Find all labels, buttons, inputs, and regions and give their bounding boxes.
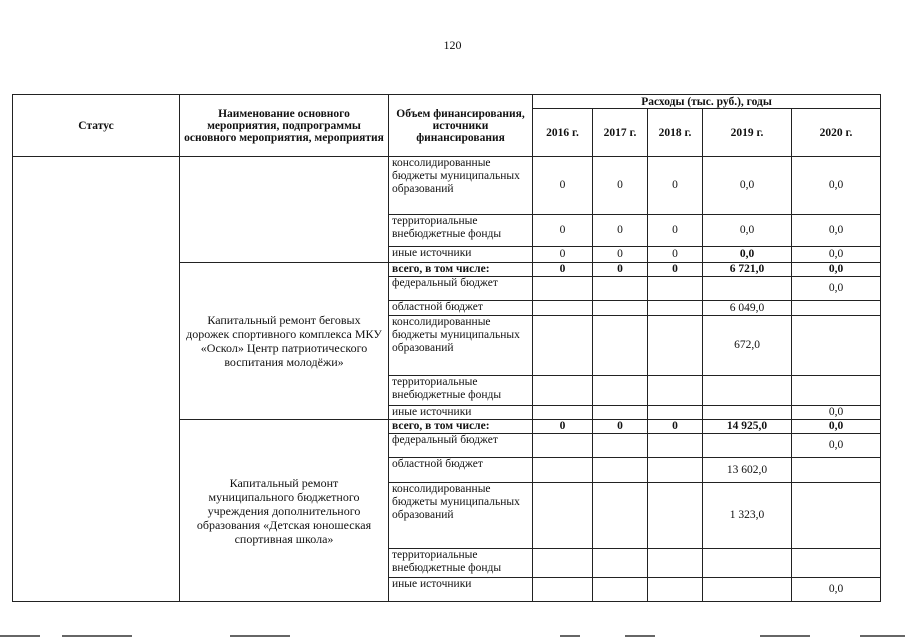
- value-cell: 0: [533, 263, 593, 277]
- value-cell: [593, 406, 648, 420]
- source-cell: всего, в том числе:: [389, 420, 533, 434]
- header-volume: Объем финансирования, источники финансирования: [389, 95, 533, 157]
- value-cell: [792, 376, 881, 406]
- value-cell: [792, 301, 881, 316]
- value-cell: [792, 458, 881, 483]
- header-status: Статус: [13, 95, 180, 157]
- value-cell: 0,0: [792, 406, 881, 420]
- value-cell: 0,0: [792, 277, 881, 301]
- value-cell: [593, 483, 648, 549]
- source-cell: областной бюджет: [389, 458, 533, 483]
- value-cell: [648, 458, 703, 483]
- source-cell: территориальные внебюджетные фонды: [389, 376, 533, 406]
- source-cell: консолидированные бюджеты муниципальных образований: [389, 157, 533, 215]
- value-cell: 0,0: [703, 247, 792, 263]
- source-cell: консолидированные бюджеты муниципальных образований: [389, 483, 533, 549]
- value-cell: [533, 301, 593, 316]
- value-cell: [648, 483, 703, 549]
- value-cell: 0: [648, 215, 703, 247]
- value-cell: 6 721,0: [703, 263, 792, 277]
- source-cell: территориальные внебюджетные фонды: [389, 549, 533, 578]
- value-cell: [593, 578, 648, 602]
- value-cell: 0: [648, 157, 703, 215]
- value-cell: 0: [648, 247, 703, 263]
- value-cell: [648, 277, 703, 301]
- value-cell: [593, 376, 648, 406]
- value-cell: [533, 458, 593, 483]
- source-cell: территориальные внебюджетные фонды: [389, 215, 533, 247]
- value-cell: [533, 434, 593, 458]
- header-year: 2018 г.: [648, 109, 703, 157]
- source-cell: федеральный бюджет: [389, 277, 533, 301]
- value-cell: [792, 316, 881, 376]
- value-cell: [703, 406, 792, 420]
- value-cell: [703, 434, 792, 458]
- value-cell: [533, 406, 593, 420]
- value-cell: 6 049,0: [703, 301, 792, 316]
- value-cell: 14 925,0: [703, 420, 792, 434]
- value-cell: [703, 277, 792, 301]
- value-cell: [593, 301, 648, 316]
- value-cell: [648, 406, 703, 420]
- source-cell: иные источники: [389, 247, 533, 263]
- value-cell: 0: [593, 247, 648, 263]
- source-cell: иные источники: [389, 578, 533, 602]
- value-cell: [533, 376, 593, 406]
- header-year: 2016 г.: [533, 109, 593, 157]
- value-cell: [792, 483, 881, 549]
- source-cell: федеральный бюджет: [389, 434, 533, 458]
- value-cell: 0: [533, 420, 593, 434]
- value-cell: 0: [533, 157, 593, 215]
- value-cell: 0: [533, 247, 593, 263]
- header-year: 2020 г.: [792, 109, 881, 157]
- value-cell: 0: [593, 420, 648, 434]
- value-cell: 0,0: [792, 263, 881, 277]
- source-cell: иные источники: [389, 406, 533, 420]
- value-cell: [593, 434, 648, 458]
- value-cell: 0,0: [792, 247, 881, 263]
- value-cell: 0,0: [792, 578, 881, 602]
- value-cell: 672,0: [703, 316, 792, 376]
- value-cell: [533, 277, 593, 301]
- value-cell: [703, 549, 792, 578]
- value-cell: 0: [648, 263, 703, 277]
- value-cell: 1 323,0: [703, 483, 792, 549]
- value-cell: [593, 277, 648, 301]
- value-cell: 0,0: [703, 157, 792, 215]
- event-name: Капитальный ремонт муниципального бюджетного учреждения дополнительного образования «Детская юношеская спортивная школа»: [180, 420, 389, 602]
- value-cell: [533, 316, 593, 376]
- value-cell: [593, 316, 648, 376]
- value-cell: 0,0: [792, 434, 881, 458]
- value-cell: [648, 549, 703, 578]
- value-cell: [792, 549, 881, 578]
- value-cell: 0,0: [792, 157, 881, 215]
- budget-table: [12, 94, 881, 602]
- value-cell: [593, 458, 648, 483]
- table-row: [13, 157, 881, 215]
- value-cell: 0: [593, 263, 648, 277]
- source-cell: консолидированные бюджеты муниципальных образований: [389, 316, 533, 376]
- value-cell: [648, 376, 703, 406]
- value-cell: [533, 549, 593, 578]
- value-cell: 0,0: [792, 215, 881, 247]
- value-cell: [648, 578, 703, 602]
- source-cell: областной бюджет: [389, 301, 533, 316]
- value-cell: 0,0: [703, 215, 792, 247]
- value-cell: [533, 483, 593, 549]
- header-year: 2017 г.: [593, 109, 648, 157]
- value-cell: [533, 578, 593, 602]
- value-cell: 0: [593, 215, 648, 247]
- value-cell: [648, 301, 703, 316]
- value-cell: [703, 376, 792, 406]
- page-number: 120: [443, 38, 462, 52]
- value-cell: 13 602,0: [703, 458, 792, 483]
- value-cell: 0,0: [792, 420, 881, 434]
- value-cell: 0: [593, 157, 648, 215]
- event-name: Капитальный ремонт беговых дорожек спортивного комплекса МКУ «Оскол» Центр патриотического воспитания молодёжи»: [180, 263, 389, 420]
- value-cell: [648, 434, 703, 458]
- value-cell: [703, 578, 792, 602]
- scan-edge-artifacts: [0, 632, 905, 640]
- status-cell: [13, 157, 180, 602]
- value-cell: [648, 316, 703, 376]
- value-cell: 0: [533, 215, 593, 247]
- source-cell: всего, в том числе:: [389, 263, 533, 277]
- value-cell: [593, 549, 648, 578]
- name-cell-empty: [180, 157, 389, 263]
- header-name: Наименование основного мероприятия, подпрограммы основного мероприятия, мероприятия: [180, 95, 389, 157]
- header-expenses: Расходы (тыс. руб.), годы: [533, 95, 881, 109]
- header-year: 2019 г.: [703, 109, 792, 157]
- value-cell: 0: [648, 420, 703, 434]
